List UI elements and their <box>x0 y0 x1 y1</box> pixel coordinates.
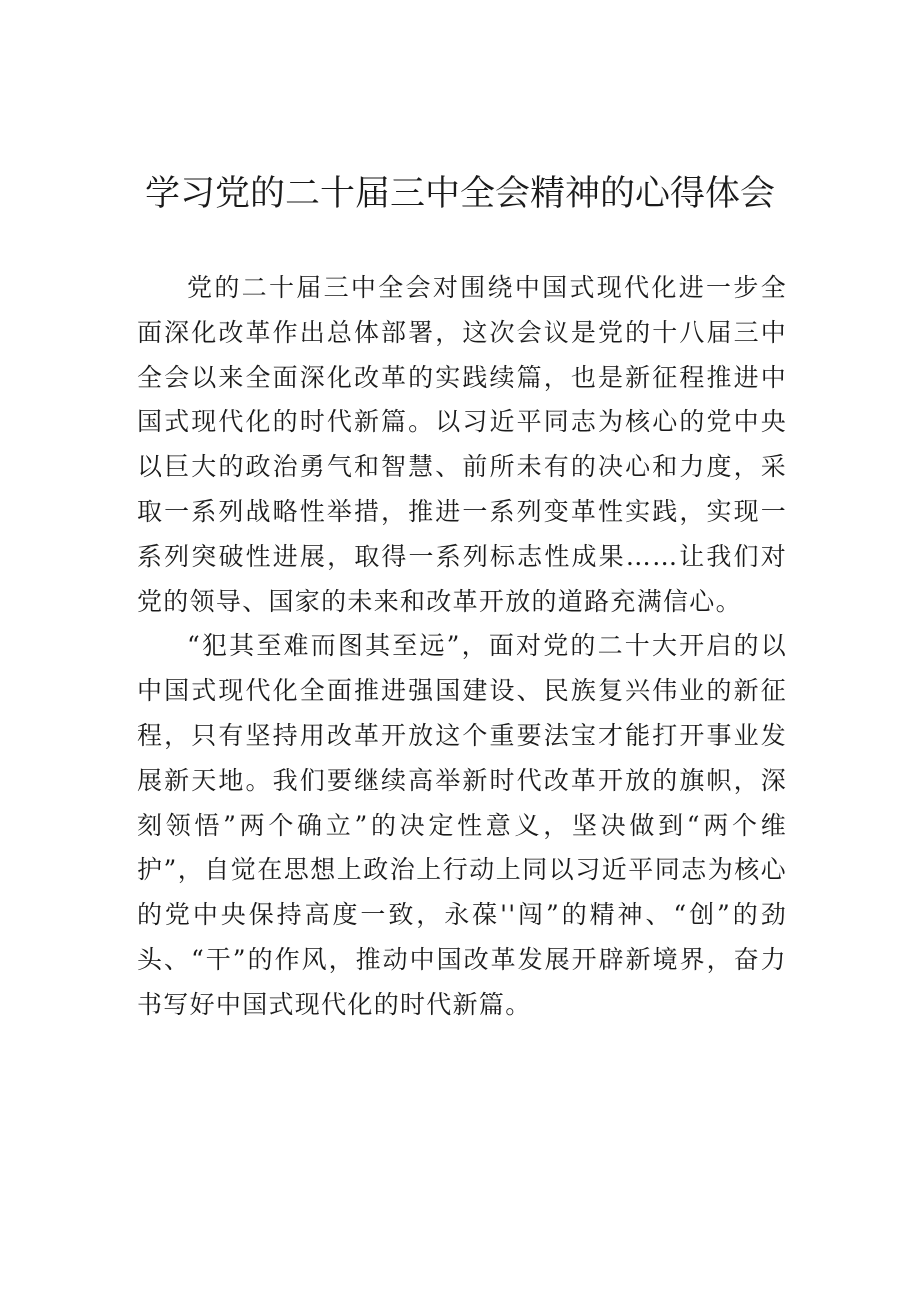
document-title: 学习党的二十届三中全会精神的心得体会 <box>144 174 775 214</box>
paragraph-2: “犯其至难而图其至远”，面对党的二十大开启的以中国式现代化全面推进强国建设、民族复兴伟业的新征程，只有坚持用改革开放这个重要法宝才能打开事业发展新天地。我们要继续高举新时代改革开放的旗帜，深刻领悟”两个确立”的决定性意义，坚决做到“两个维护”，自觉在思想上政治上行动上同以习近平同志为核心的党中央保持高度一致，永葆''闯”的精神、“创”的劲头、“干”的作风，推动中国改革发展开辟新境界，奋力书写好中国式现代化的时代新篇。 <box>137 631 787 1019</box>
paragraph-1: 党的二十届三中全会对围绕中国式现代化进一步全面深化改革作出总体部署，这次会议是党的十八届三中全会以来全面深化改革的实践续篇，也是新征程推进中国式现代化的时代新篇。以习近平同志为核心的党中央以巨大的政治勇气和智慧、前所未有的决心和力度，采取一系列战略性举措，推进一系列变革性实践，实现一系列突破性进展，取得一系列标志性成果……让我们对党的领导、国家的未来和改革开放的道路充满信心。 <box>137 273 787 616</box>
document-body <box>137 266 787 1028</box>
